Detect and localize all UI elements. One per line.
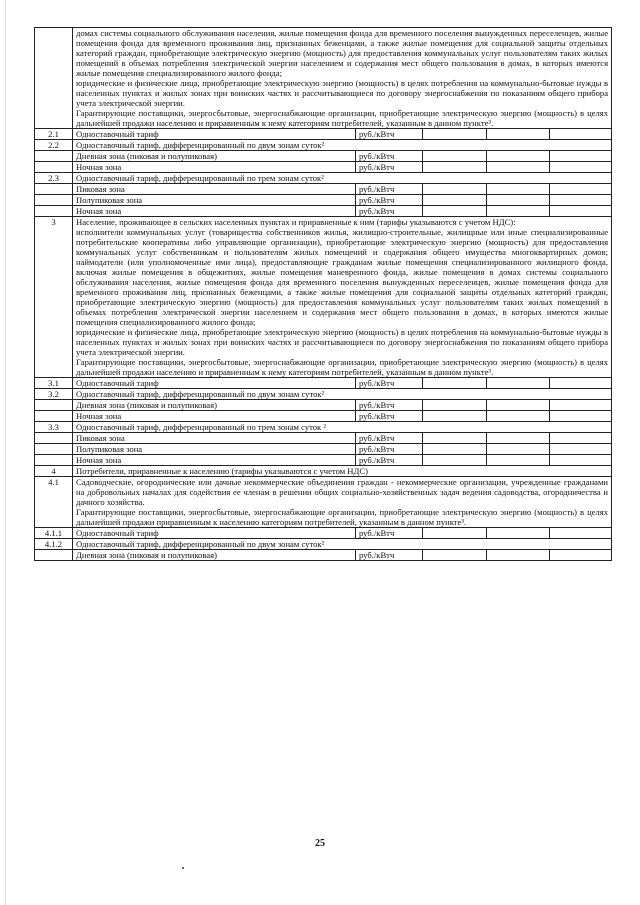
value-cell [550,455,612,466]
row-number: 4.1.1 [35,528,73,539]
value-cell [423,550,487,561]
description-cell [73,217,612,378]
value-cell [550,129,612,140]
row-number [35,455,73,466]
row-label: Ночная зона [73,162,356,173]
value-cell [550,162,612,173]
scan-edge-line [5,0,6,905]
row-number: 3.1 [35,378,73,389]
row-label: Ночная зона [73,206,356,217]
value-cell [487,206,550,217]
table-row [35,550,612,561]
value-cell [487,378,550,389]
value-cell [423,184,487,195]
table-row [35,173,612,184]
row-number: 3.3 [35,422,73,433]
value-cell [423,444,487,455]
row-number [35,184,73,195]
row-label: Одноставочный тариф, дифференцированный по двум зонам суток² [73,539,612,550]
row-label: Одноставочный тариф, дифференцированный по двум зонам суток² [73,140,612,151]
value-cell [487,151,550,162]
value-cell [487,433,550,444]
row-number: 4.1 [35,477,73,528]
row-label: Ночная зона [73,411,356,422]
row-label: Одноставочный тариф [73,129,356,140]
paragraph: юридические и физические лица, приобретающие электрическую энергию (мощность) в целях потребления на коммунально-бытовые нужды в населенных пунктах и жилых зонах при воинских частях и рассчитывающиеся по договору энергоснабжения по показаниям общего прибора учета электрической энергии. [76,78,609,108]
row-label: Полупиковая зона [73,195,356,206]
row-label: Полупиковая зона [73,444,356,455]
value-cell [487,550,550,561]
unit-cell: руб./кВтч [356,162,423,173]
unit-cell: руб./кВтч [356,550,423,561]
value-cell [550,550,612,561]
table-row [35,140,612,151]
unit-cell: руб./кВтч [356,195,423,206]
paragraph: юридические и физические лица, приобретающие электрическую энергию (мощность) в целях потребления на коммунально-бытовые нужды в населенных пунктах и жилых зонах при воинских частях и рассчитывающиеся по договору энергоснабжения по показаниям общего прибора учета электрической энергии. [76,327,609,357]
row-label: Одноставочный тариф, дифференцированный по трем зонам суток ² [73,422,612,433]
value-cell [550,151,612,162]
table-row [35,411,612,422]
value-cell [487,411,550,422]
unit-cell: руб./кВтч [356,129,423,140]
row-label: Дневная зона (пиковая и полупиковая) [73,400,356,411]
value-cell [423,129,487,140]
row-label: Одноставочный тариф [73,378,356,389]
table-row [35,162,612,173]
value-cell [423,151,487,162]
row-number [35,151,73,162]
scan-speck [182,867,184,869]
paragraph: Гарантирующие поставщики, энергосбытовые, энергоснабжающие организации, приобретающие электрическую энергию (мощность) в целях дальнейшей продажи приравненным к населению категориям потребителей, указанным в данном пункте³. [76,507,609,527]
row-number [35,433,73,444]
row-number [35,400,73,411]
table-row [35,455,612,466]
table-row [35,28,612,129]
value-cell [487,184,550,195]
row-number [35,550,73,561]
paragraph: Население, проживающее в сельских населенных пунктах и приравненные к ним (тарифы указываются с учетом НДС): [76,217,516,227]
row-number: 4.1.2 [35,539,73,550]
table-row [35,151,612,162]
row-number: 4 [35,466,73,477]
row-number: 2.3 [35,173,73,184]
unit-cell: руб./кВтч [356,400,423,411]
description-cell [73,28,612,129]
row-number: 2.2 [35,140,73,151]
row-number [35,411,73,422]
table-row [35,389,612,400]
paragraph: домах системы социального обслуживания населения, жилые помещения фонда для временного поселения вынужденных переселенцев, жилые помещения фонда для временного проживания лиц, признанных беженцами, а также жилые помещения для социальной защиты отдельных категорий граждан, приобретающие электрическую энергию (мощность) для предоставления коммунальных услуг пользователям таких жилых помещений в объемах потребления электрической энергии населением и содержания мест общего пользования в домах, в которых имеются жилые помещения специализированного жилого фонда; [76,28,609,78]
table-row [35,477,612,528]
row-label: Дневная зона (пиковая и полупиковая) [73,550,356,561]
value-cell [550,528,612,539]
description-cell [73,477,612,528]
row-number [35,444,73,455]
value-cell [550,444,612,455]
value-cell [423,528,487,539]
paragraph: исполнители коммунальных услуг (товарищества собственников жилья, жилищно-строительные, жилищные или иные специализированные потребительские кооперативы либо управляющие организации), приобретающие электрическую энергию (мощность) для предоставления коммунальных услуг собственникам и пользователям жилых помещений и содержания общего имущества многоквартирных домов; наймодатели (или уполномоченные ими лица), предоставляющие гражданам жилые помещения специализированного жилищного фонда, включая жилые помещения в общежитиях, жилые помещения маневренного фонда, жилые помещения в домах системы социального обслуживания населения, жилые помещения фонда для временного поселения вынужденных переселенцев, жилые помещения фонда для временного проживания лиц, признанных беженцами, а также жилые помещения для социальной защиты отдельных категорий граждан, приобретающие электрическую энергию (мощность) для предоставления коммунальных услуг пользователям таких жилых помещений в объемах потребления электрической энергии населением и содержания мест общего пользования в домах, в которых имеются жилые помещения специализированного жилого фонда; [76,227,609,327]
row-number [35,206,73,217]
row-number [35,28,73,129]
unit-cell: руб./кВтч [356,444,423,455]
paragraph: Садоводческие, огороднические или дачные некоммерческие объединения граждан - некоммерческие организации, учрежденные гражданами на добровольных началах для содействия ее членам в решении общих социально-хозяйственных задач ведения садоводства, огородничества и дачного хозяйства. [76,477,609,507]
row-number: 3 [35,217,73,378]
row-label: Одноставочный тариф, дифференцированный по двум зонам суток² [73,389,612,400]
table-row [35,129,612,140]
document-page [34,27,611,561]
unit-cell: руб./кВтч [356,151,423,162]
value-cell [487,400,550,411]
table-row [35,422,612,433]
row-label: Пиковая зона [73,184,356,195]
table-row [35,528,612,539]
value-cell [550,195,612,206]
unit-cell: руб./кВтч [356,455,423,466]
value-cell [423,455,487,466]
row-number: 2.1 [35,129,73,140]
table-row [35,195,612,206]
table-row [35,206,612,217]
unit-cell: руб./кВтч [356,433,423,444]
unit-cell: руб./кВтч [356,528,423,539]
value-cell [423,400,487,411]
unit-cell: руб./кВтч [356,411,423,422]
table-row [35,184,612,195]
table-row [35,378,612,389]
row-number [35,195,73,206]
paragraph: Гарантирующие поставщики, энергосбытовые, энергоснабжающие организации, приобретающие электрическую энергию (мощность) в целях дальнейшей продажи населению и приравненным к нему категориям потребителей, указанным в данном пункте³. [76,357,609,377]
value-cell [487,129,550,140]
page-number: 25 [315,838,325,849]
value-cell [550,184,612,195]
row-label: Ночная зона [73,455,356,466]
row-label: Потребители, приравненные к населению (тарифы указываются с учетом НДС) [73,466,612,477]
value-cell [487,162,550,173]
row-label: Пиковая зона [73,433,356,444]
value-cell [423,206,487,217]
value-cell [487,195,550,206]
table-row [35,444,612,455]
value-cell [423,378,487,389]
unit-cell: руб./кВтч [356,184,423,195]
value-cell [487,528,550,539]
value-cell [550,378,612,389]
value-cell [423,433,487,444]
value-cell [423,411,487,422]
table-row [35,466,612,477]
value-cell [550,206,612,217]
unit-cell: руб./кВтч [356,378,423,389]
value-cell [423,162,487,173]
value-cell [550,400,612,411]
paragraph: Гарантирующие поставщики, энергосбытовые, энергоснабжающие организации, приобретающие электрическую энергию (мощность) в целях дальнейшей продажи населению и приравненным к нему категориям потребителей, указанным в данном пункте³. [76,108,609,128]
row-label: Одноставочный тариф [73,528,356,539]
table-row [35,400,612,411]
value-cell [487,444,550,455]
table-row [35,433,612,444]
value-cell [423,195,487,206]
row-label: Одноставочный тариф, дифференцированный по трем зонам суток² [73,173,612,184]
value-cell [550,411,612,422]
row-label: Дневная зона (пиковая и полупиковая) [73,151,356,162]
table-row [35,217,612,378]
value-cell [487,455,550,466]
row-number: 3.2 [35,389,73,400]
table-row [35,539,612,550]
row-number [35,162,73,173]
value-cell [550,433,612,444]
tariff-table [34,27,612,561]
unit-cell: руб./кВтч [356,206,423,217]
